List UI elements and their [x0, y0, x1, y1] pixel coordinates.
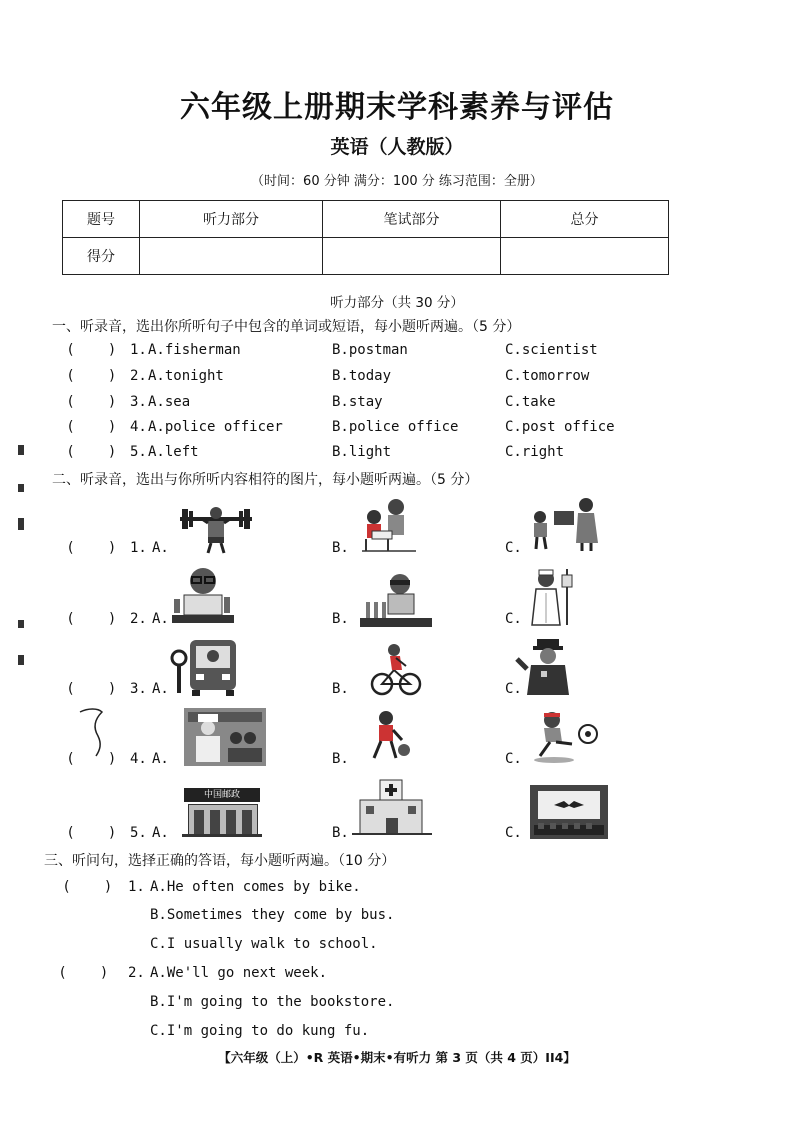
option-b: B.postman — [332, 342, 408, 358]
score-cell-total[interactable] — [501, 238, 669, 275]
question-number: 2. — [130, 368, 147, 384]
option-b-label: B. — [332, 751, 349, 767]
option-a-label: A. — [152, 825, 169, 841]
score-table-header: 笔试部分 — [323, 201, 501, 238]
option-c: C.take — [505, 394, 556, 410]
option-c: C.post office — [505, 419, 615, 435]
option-a-label: A. — [152, 611, 169, 627]
option-c: C.tomorrow — [505, 368, 590, 384]
section1-heading: 一、听录音，选出你所听句子中包含的单词或短语，每小题听两遍。（5 分） — [52, 319, 521, 335]
cinema-picture[interactable] — [530, 785, 608, 839]
answer-blank[interactable]: ( ) — [68, 419, 115, 435]
police-officer-picture[interactable] — [515, 637, 575, 697]
scan-mark — [18, 655, 24, 665]
option-a: A.sea — [148, 394, 191, 410]
question-number: 1. — [130, 342, 147, 358]
option-b: B.light — [332, 444, 392, 460]
question-number: 5. — [130, 825, 147, 841]
option-a-label: A. — [152, 540, 169, 556]
option-a: A.fisherman — [148, 342, 241, 358]
scan-mark — [18, 484, 24, 492]
question-number: 1. — [128, 879, 145, 895]
score-table-header: 总分 — [501, 201, 669, 238]
score-cell-written[interactable] — [323, 238, 501, 275]
option-c: C.I'm going to do kung fu. — [150, 1023, 370, 1039]
question-number: 1. — [130, 540, 147, 556]
weightlifter-picture[interactable] — [178, 503, 254, 555]
answer-blank[interactable]: ( ) — [68, 611, 115, 627]
question-number: 4. — [130, 419, 147, 435]
page-subtitle: 英语（人教版） — [330, 136, 464, 158]
option-b: B.Sometimes they come by bus. — [150, 907, 395, 923]
option-a: A.He often comes by bike. — [150, 879, 361, 895]
exam-meta: （时间：60 分钟 满分：100 分 练习范围：全册） — [251, 174, 543, 189]
answer-blank[interactable]: ( ) — [68, 342, 115, 358]
answer-blank[interactable]: ( ) — [68, 751, 115, 767]
cyclist-picture[interactable] — [370, 642, 422, 696]
option-a: A.tonight — [148, 368, 224, 384]
answer-blank[interactable]: ( ) — [68, 368, 115, 384]
option-c-label: C. — [505, 825, 522, 841]
post-office-picture[interactable] — [182, 784, 262, 840]
option-c-label: C. — [505, 751, 522, 767]
bus-picture[interactable] — [170, 636, 240, 696]
answer-blank[interactable]: ( ) — [60, 965, 107, 981]
option-b-label: B. — [332, 681, 349, 697]
option-b-label: B. — [332, 825, 349, 841]
option-a: A.left — [148, 444, 199, 460]
option-a: A.We'll go next week. — [150, 965, 328, 981]
scientist-picture[interactable] — [170, 565, 236, 625]
score-cell-listening[interactable] — [140, 238, 323, 275]
answer-blank[interactable]: ( ) — [68, 681, 115, 697]
question-number: 2. — [130, 611, 147, 627]
scan-mark — [18, 445, 24, 455]
section2-heading: 二、听录音，选出与你所听内容相符的图片，每小题听两遍。（5 分） — [52, 472, 479, 488]
score-table-label: 得分 — [63, 238, 140, 275]
option-b-label: B. — [332, 540, 349, 556]
score-table — [62, 200, 669, 275]
basketball-picture[interactable] — [366, 710, 412, 762]
page-title: 六年级上册期末学科素养与评估 — [180, 90, 614, 125]
option-b: B.I'm going to the bookstore. — [150, 994, 395, 1010]
option-b: B.police office — [332, 419, 459, 435]
question-number: 3. — [130, 681, 147, 697]
lab-worker-picture[interactable] — [360, 572, 432, 628]
score-table-header: 听力部分 — [140, 201, 323, 238]
question-number: 4. — [130, 751, 147, 767]
question-number: 5. — [130, 444, 147, 460]
option-b: B.today — [332, 368, 392, 384]
answer-blank[interactable]: ( ) — [68, 394, 115, 410]
page-footer: 【六年级（上）•R 英语•期末•有听力 第 3 页（共 4 页）II4】 — [218, 1050, 576, 1065]
option-c-label: C. — [505, 540, 522, 556]
option-b: B.stay — [332, 394, 383, 410]
option-c: C.right — [505, 444, 565, 460]
option-c-label: C. — [505, 681, 522, 697]
listening-heading: 听力部分（共 30 分） — [330, 295, 464, 311]
option-c: C.I usually walk to school. — [150, 936, 378, 952]
option-c-label: C. — [505, 611, 522, 627]
answer-blank[interactable]: ( ) — [68, 540, 115, 556]
option-a-label: A. — [152, 751, 169, 767]
answer-blank[interactable]: ( ) — [64, 879, 111, 895]
option-c: C.scientist — [505, 342, 598, 358]
answer-blank[interactable]: ( ) — [68, 444, 115, 460]
question-number: 3. — [130, 394, 147, 410]
post-office-sign: 中国邮政 — [184, 788, 260, 802]
option-a-label: A. — [152, 681, 169, 697]
football-picture[interactable] — [528, 710, 600, 766]
answer-blank[interactable]: ( ) — [68, 825, 115, 841]
hospital-picture[interactable] — [352, 778, 432, 840]
section3-heading: 三、听问句，选择正确的答语，每小题听两遍。（10 分） — [44, 853, 396, 869]
nurse-picture[interactable] — [530, 567, 580, 629]
score-table-header: 题号 — [63, 201, 140, 238]
scan-mark — [18, 620, 24, 628]
cook-picture[interactable] — [184, 708, 266, 766]
option-b-label: B. — [332, 611, 349, 627]
parent-child-picture[interactable] — [528, 495, 602, 553]
reading-people-picture[interactable] — [360, 497, 418, 555]
scan-mark — [18, 518, 24, 530]
question-number: 2. — [128, 965, 145, 981]
option-a: A.police officer — [148, 419, 283, 435]
